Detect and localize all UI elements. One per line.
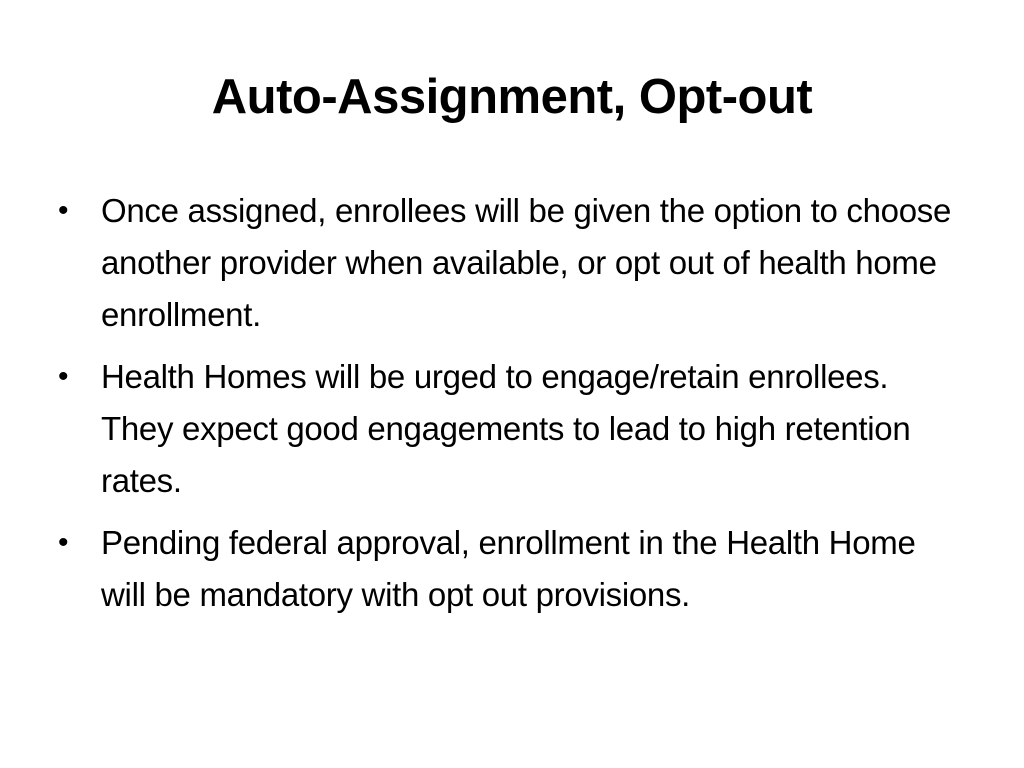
bullet-text: Once assigned, enrollees will be given the option to choose another provider when available, or opt out of health home enrollment. bbox=[101, 192, 952, 333]
bullet-icon: • bbox=[58, 360, 69, 393]
bullet-text: Pending federal approval, enrollment in the Health Home will be mandatory with opt out provisions. bbox=[101, 524, 916, 613]
bullet-text: Health Homes will be urged to engage/retain enrollees. They expect good engagements to lead to high retention rates. bbox=[101, 358, 911, 499]
bullet-icon: • bbox=[58, 194, 69, 227]
bullet-item bbox=[58, 517, 968, 621]
slide-title: Auto-Assignment, Opt-out bbox=[211, 70, 813, 124]
bullet-list bbox=[58, 185, 968, 631]
bullet-icon: • bbox=[58, 526, 69, 559]
bullet-item bbox=[58, 351, 968, 507]
bullet-item bbox=[58, 185, 968, 341]
